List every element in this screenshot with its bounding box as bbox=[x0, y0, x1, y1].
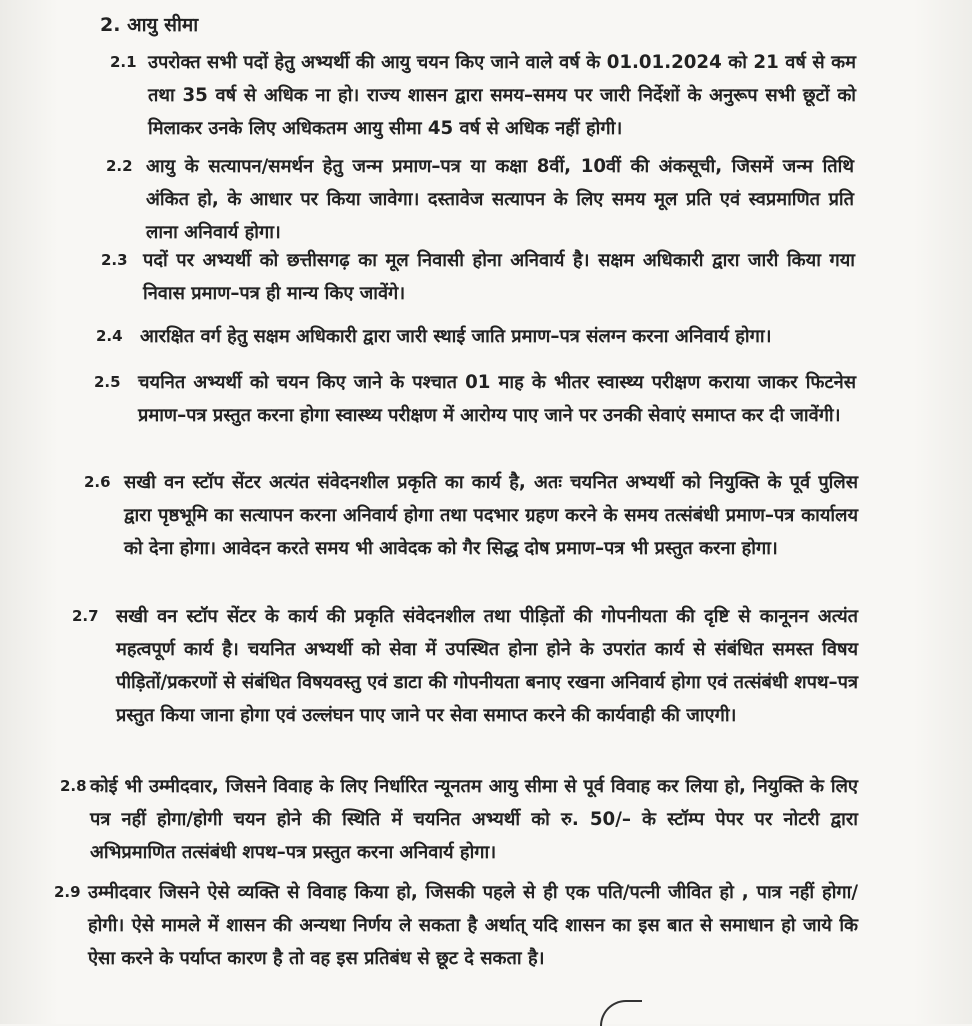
clause-number: 2.8 bbox=[60, 777, 87, 795]
clause-number: 2.7 bbox=[72, 607, 99, 625]
clause-number: 2.6 bbox=[84, 473, 111, 491]
clause-text: पदों पर अभ्यर्थी को छत्तीसगढ़ का मूल निवासी होना अनिवार्य है। सक्षम अधिकारी द्वारा जारी किया गया निवास प्रमाण–पत्र ही मान्य किए जावेंगे। bbox=[143, 250, 855, 304]
clause-2-1 bbox=[110, 46, 856, 145]
section-number: 2. bbox=[100, 14, 121, 36]
clause-2-9 bbox=[54, 876, 858, 975]
clause-text: आरक्षित वर्ग हेतु सक्षम अधिकारी द्वारा जारी स्थाई जाति प्रमाण–पत्र संलग्न करना अनिवार्य होगा। bbox=[140, 326, 772, 347]
clause-number: 2.2 bbox=[106, 157, 133, 175]
clause-text: उम्मीदवार जिसने ऐसे व्यक्ति से विवाह किया हो, जिसकी पहले से ही एक पति/पत्नी जीवित हो , पात्र नहीं होगा/होगी। ऐसे मामले में शासन की अन्यथा निर्णय ले सकता है अर्थात् यदि शासन का इस बात से समाधान हो जाये कि ऐसा करने के पर्याप्त कारण है तो वह इस प्रतिबंध से छूट दे सकता है। bbox=[88, 882, 858, 969]
section-heading bbox=[100, 10, 198, 40]
clause-2-3 bbox=[101, 244, 855, 310]
pen-mark bbox=[600, 1000, 642, 1026]
clause-number: 2.5 bbox=[94, 373, 121, 391]
clause-text: कोई भी उम्मीदवार, जिसने विवाह के लिए निर्धारित न्यूनतम आयु सीमा से पूर्व विवाह कर लिया हो, नियुक्ति के लिए पत्र नहीं होगा/होगी चयन होने की स्थिति में चयनित अभ्यर्थी को रु. 50/– के स्टॉम्प पेपर पर नोटरी द्वारा अभिप्रमाणित तत्संबंधी शपथ–पत्र प्रस्तुत करना अनिवार्य होगा। bbox=[90, 776, 858, 863]
clause-text: सखी वन स्टॉप सेंटर अत्यंत संवेदनशील प्रकृति का कार्य है, अतः चयनित अभ्यर्थी को नियुक्ति के पूर्व पुलिस द्वारा पृष्ठभूमि का सत्यापन करना अनिवार्य होगा तथा पदभार ग्रहण करने के समय तत्संबंधी प्रमाण–पत्र कार्यालय को देना होगा। आवेदन करते समय भी आवेदक को गैर सिद्ध दोष प्रमाण–पत्र भी प्रस्तुत करना होगा। bbox=[124, 472, 858, 559]
clause-2-4 bbox=[96, 320, 860, 353]
clause-number: 2.1 bbox=[110, 53, 137, 71]
clause-2-8 bbox=[60, 770, 858, 869]
clause-number: 2.9 bbox=[54, 883, 81, 901]
clause-2-5 bbox=[94, 366, 856, 432]
clause-number: 2.4 bbox=[96, 327, 123, 345]
section-title: आयु सीमा bbox=[127, 14, 199, 36]
clause-text: उपरोक्त सभी पदों हेतु अभ्यर्थी की आयु चयन किए जाने वाले वर्ष के 01.01.2024 को 21 वर्ष से कम तथा 35 वर्ष से अधिक ना हो। राज्य शासन द्वारा समय–समय पर जारी निर्देशों के अनुरूप सभी छूटों को मिलाकर उनके लिए अधिकतम आयु सीमा 45 वर्ष से अधिक नहीं होगी। bbox=[148, 52, 856, 139]
clause-2-7 bbox=[72, 600, 858, 732]
clause-number: 2.3 bbox=[101, 251, 128, 269]
clause-text: आयु के सत्यापन/समर्थन हेतु जन्म प्रमाण–पत्र या कक्षा 8वीं, 10वीं की अंकसूची, जिसमें जन्म तिथि अंकित हो, के आधार पर किया जावेगा। दस्तावेज सत्यापन के लिए समय मूल प्रति एवं स्वप्रमाणित प्रति लाना अनिवार्य होगा। bbox=[146, 156, 854, 243]
clause-2-2 bbox=[106, 150, 854, 249]
clause-text: सखी वन स्टॉप सेंटर के कार्य की प्रकृति संवेदनशील तथा पीड़ितों की गोपनीयता की दृष्टि से कानूनन अत्यंत महत्वपूर्ण कार्य है। चयनित अभ्यर्थी को सेवा में उपस्थित होना होने के उपरांत कार्य से संबंधित समस्त विषय पीड़ितों/प्रकरणों से संबंधित विषयवस्तु एवं डाटा की गोपनीयता बनाए रखना अनिवार्य होगा एवं तत्संबंधी शपथ–पत्र प्रस्तुत किया जाना होगा एवं उल्लंघन पाए जाने पर सेवा समाप्त करने की कार्यवाही की जाएगी। bbox=[116, 606, 858, 726]
clause-2-6 bbox=[84, 466, 858, 565]
clause-text: चयनित अभ्यर्थी को चयन किए जाने के पश्चात 01 माह के भीतर स्वास्थ्य परीक्षण कराया जाकर फिटनेस प्रमाण–पत्र प्रस्तुत करना होगा स्वास्थ्य परीक्षण में आरोग्य पाए जाने पर उनकी सेवाएं समाप्त कर दी जावेंगी। bbox=[138, 372, 856, 426]
